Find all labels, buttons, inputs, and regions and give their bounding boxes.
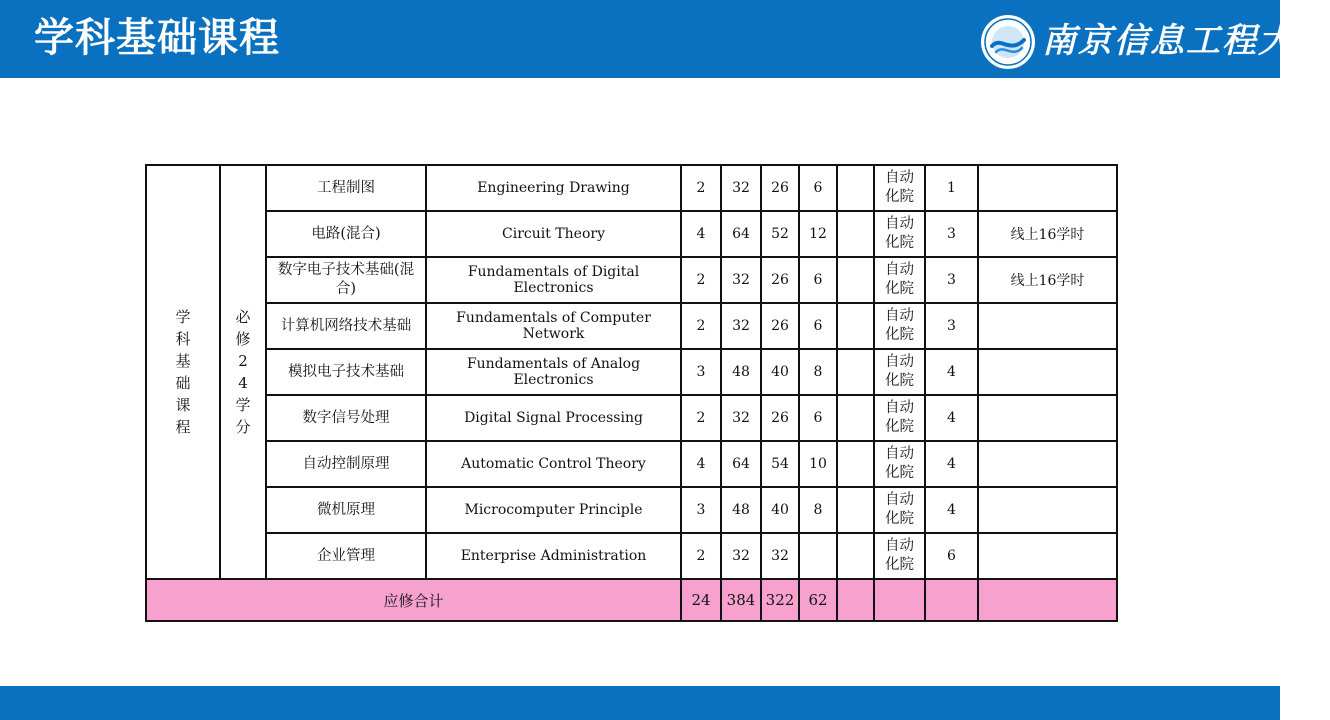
blank-cell [837, 349, 874, 395]
note-cell [978, 303, 1117, 349]
blank-cell [837, 395, 874, 441]
course-name-cn: 自动控制原理 [266, 441, 426, 487]
credits-cell: 2 [681, 165, 721, 211]
course-name-en: Fundamentals of Computer Network [426, 303, 681, 349]
total-row [146, 579, 1117, 621]
table-row [146, 487, 1117, 533]
credits-cell: 4 [681, 211, 721, 257]
dept-cell: 自动化院 [874, 441, 925, 487]
lecture-cell: 26 [761, 165, 799, 211]
note-cell: 线上16学时 [978, 211, 1117, 257]
blank-cell [837, 211, 874, 257]
table-row [146, 303, 1117, 349]
table-row [146, 533, 1117, 579]
note-cell [978, 165, 1117, 211]
blank-cell [837, 165, 874, 211]
hours-cell: 32 [721, 395, 761, 441]
total-lab: 62 [799, 579, 837, 621]
lecture-cell: 32 [761, 533, 799, 579]
course-name-en: Engineering Drawing [426, 165, 681, 211]
table-row [146, 257, 1117, 303]
blank-cell [837, 579, 874, 621]
footer-bar [0, 686, 1280, 720]
hours-cell: 32 [721, 257, 761, 303]
dept-cell: 自动化院 [874, 395, 925, 441]
lab-cell: 10 [799, 441, 837, 487]
lab-cell: 6 [799, 303, 837, 349]
term-cell: 3 [925, 257, 978, 303]
lab-cell: 8 [799, 349, 837, 395]
blank-cell [837, 533, 874, 579]
hours-cell: 48 [721, 487, 761, 533]
category-cell: 学科基础课程 [146, 165, 220, 579]
dept-cell: 自动化院 [874, 349, 925, 395]
blank-cell [978, 579, 1117, 621]
lab-cell [799, 533, 837, 579]
course-name-en: Enterprise Administration [426, 533, 681, 579]
note-cell [978, 395, 1117, 441]
blank-cell [837, 487, 874, 533]
term-cell: 4 [925, 441, 978, 487]
term-cell: 3 [925, 303, 978, 349]
course-name-cn: 微机原理 [266, 487, 426, 533]
dept-cell: 自动化院 [874, 257, 925, 303]
lecture-cell: 40 [761, 349, 799, 395]
note-cell [978, 441, 1117, 487]
credits-cell: 3 [681, 349, 721, 395]
course-name-cn: 计算机网络技术基础 [266, 303, 426, 349]
course-name-en: Microcomputer Principle [426, 487, 681, 533]
term-cell: 4 [925, 487, 978, 533]
table-row [146, 349, 1117, 395]
lab-cell: 8 [799, 487, 837, 533]
course-name-cn: 数字电子技术基础(混合) [266, 257, 426, 303]
hours-cell: 64 [721, 211, 761, 257]
lecture-cell: 26 [761, 303, 799, 349]
blank-cell [837, 441, 874, 487]
term-cell: 4 [925, 395, 978, 441]
hours-cell: 32 [721, 533, 761, 579]
blank-cell [837, 303, 874, 349]
credits-cell: 2 [681, 257, 721, 303]
hours-cell: 32 [721, 165, 761, 211]
lecture-cell: 26 [761, 257, 799, 303]
note-cell [978, 533, 1117, 579]
course-name-en: Fundamentals of Digital Electronics [426, 257, 681, 303]
table-row [146, 441, 1117, 487]
lab-cell: 12 [799, 211, 837, 257]
table-row [146, 395, 1117, 441]
credits-cell: 2 [681, 395, 721, 441]
header-bar [0, 0, 1330, 78]
course-name-cn: 企业管理 [266, 533, 426, 579]
term-cell: 4 [925, 349, 978, 395]
course-name-en: Digital Signal Processing [426, 395, 681, 441]
note-cell: 线上16学时 [978, 257, 1117, 303]
term-cell: 1 [925, 165, 978, 211]
course-name-en: Circuit Theory [426, 211, 681, 257]
lab-cell: 6 [799, 395, 837, 441]
total-credits: 24 [681, 579, 721, 621]
table-row [146, 165, 1117, 211]
requirement-cell: 必修24学分 [220, 165, 266, 579]
university-name-logo: 南京信息工程大学 [1042, 21, 1330, 61]
note-cell [978, 487, 1117, 533]
course-name-cn: 工程制图 [266, 165, 426, 211]
course-name-cn: 数字信号处理 [266, 395, 426, 441]
course-name-en: Fundamentals of Analog Electronics [426, 349, 681, 395]
hours-cell: 32 [721, 303, 761, 349]
dept-cell: 自动化院 [874, 533, 925, 579]
table-row [146, 211, 1117, 257]
blank-cell [837, 257, 874, 303]
note-cell [978, 349, 1117, 395]
credits-cell: 3 [681, 487, 721, 533]
total-lecture: 322 [761, 579, 799, 621]
dept-cell: 自动化院 [874, 211, 925, 257]
hours-cell: 64 [721, 441, 761, 487]
total-label: 应修合计 [146, 579, 681, 621]
lab-cell: 6 [799, 257, 837, 303]
hours-cell: 48 [721, 349, 761, 395]
lecture-cell: 40 [761, 487, 799, 533]
lecture-cell: 26 [761, 395, 799, 441]
blank-cell [925, 579, 978, 621]
credits-cell: 4 [681, 441, 721, 487]
course-name-cn: 电路(混合) [266, 211, 426, 257]
course-name-en: Automatic Control Theory [426, 441, 681, 487]
credits-cell: 2 [681, 533, 721, 579]
lab-cell: 6 [799, 165, 837, 211]
term-cell: 3 [925, 211, 978, 257]
dept-cell: 自动化院 [874, 303, 925, 349]
lecture-cell: 54 [761, 441, 799, 487]
total-hours: 384 [721, 579, 761, 621]
course-name-cn: 模拟电子技术基础 [266, 349, 426, 395]
page-title: 学科基础课程 [34, 15, 280, 61]
term-cell: 6 [925, 533, 978, 579]
credits-cell: 2 [681, 303, 721, 349]
university-seal-icon [980, 14, 1036, 70]
blank-cell [874, 579, 925, 621]
lecture-cell: 52 [761, 211, 799, 257]
dept-cell: 自动化院 [874, 487, 925, 533]
course-table [145, 164, 1118, 622]
dept-cell: 自动化院 [874, 165, 925, 211]
